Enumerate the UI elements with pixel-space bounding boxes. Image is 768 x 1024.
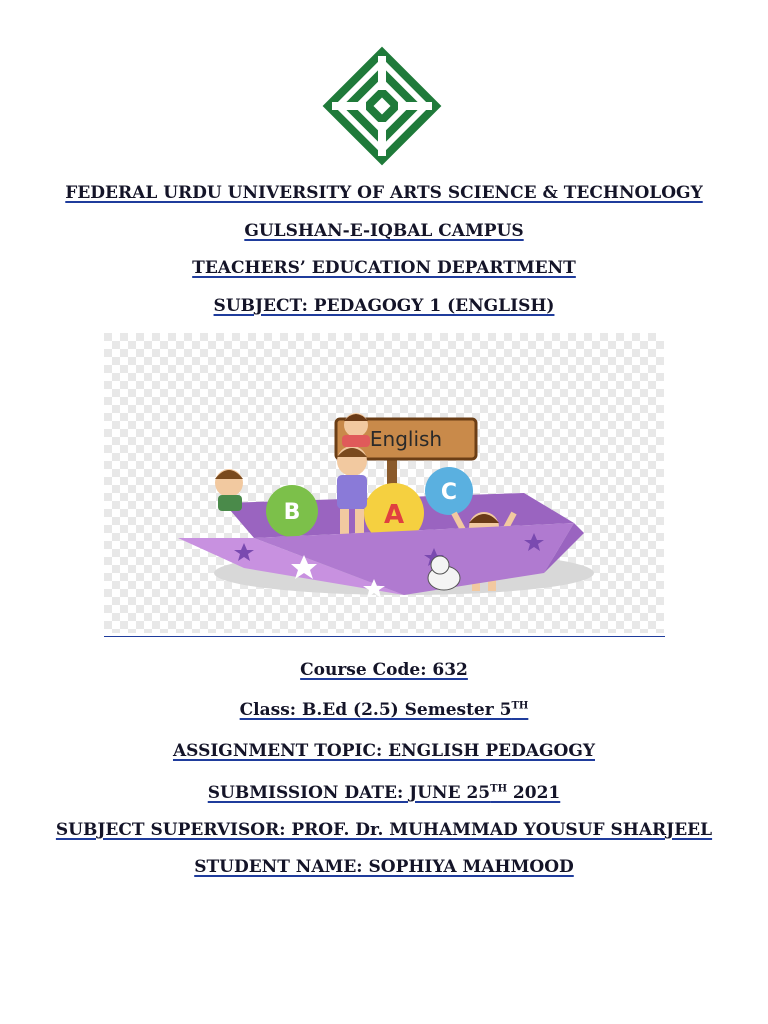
english-illustration (104, 333, 664, 633)
class-info: Class: B.Ed (2.5) Semester 5TH (239, 700, 529, 720)
child-back (342, 413, 370, 447)
course-code: Course Code: 632 (300, 660, 468, 680)
letter-b: B (283, 500, 301, 525)
subject-supervisor: SUBJECT SUPERVISOR: PROF. Dr. MUHAMMAD YOUSUF SHARJEEL (55, 820, 713, 840)
university-logo (320, 44, 444, 168)
department-name: TEACHERS’ EDUCATION DEPARTMENT (192, 258, 576, 278)
submission-date: SUBMISSION DATE: JUNE 25TH 2021 (207, 783, 561, 803)
student-name: STUDENT NAME: SOPHIYA MAHMOOD (194, 857, 574, 877)
university-name: FEDERAL URDU UNIVERSITY OF ARTS SCIENCE & TECHNOLOGY (65, 183, 703, 203)
letter-a: A (383, 500, 405, 530)
campus-name: GULSHAN-E-IQBAL CAMPUS (244, 221, 524, 241)
child-left (215, 469, 243, 511)
sign-text: English (369, 427, 443, 451)
subject-title: SUBJECT: PEDAGOGY 1 (ENGLISH) (213, 296, 555, 316)
illustration-rule (104, 636, 665, 637)
letter-c: C (440, 480, 458, 505)
assignment-topic: ASSIGNMENT TOPIC: ENGLISH PEDAGOGY (172, 741, 595, 761)
